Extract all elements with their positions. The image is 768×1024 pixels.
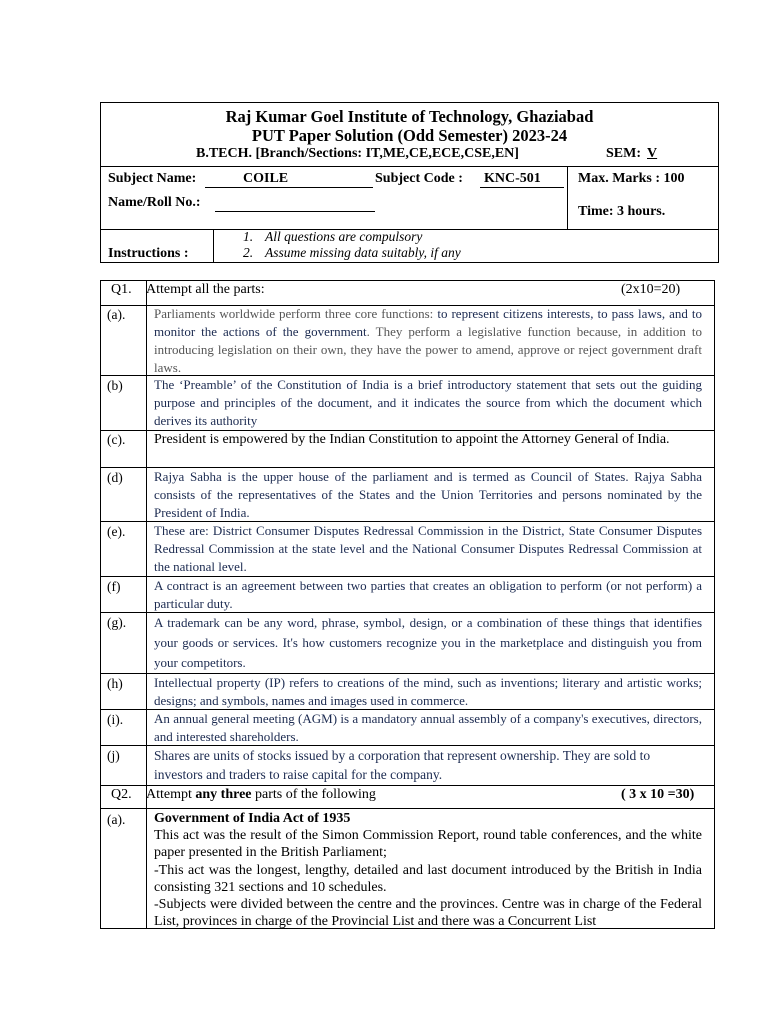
instruction-item-2: Assume missing data suitably, if any <box>265 245 461 260</box>
row-divider <box>100 808 715 809</box>
q2-prompt-pre: Attempt <box>146 787 192 802</box>
subject-name-value <box>205 171 373 188</box>
info-vertical-divider <box>567 166 568 229</box>
q1-part-g-label: (g). <box>107 615 127 630</box>
subject-code-text: KNC-501 <box>484 171 541 186</box>
instructions-vertical-divider <box>213 229 214 263</box>
q2-part-a-heading: Government of India Act of 1935 <box>154 811 351 826</box>
name-roll-label: Name/Roll No.: <box>108 195 201 210</box>
subject-code-label: Subject Code : <box>375 171 463 186</box>
q1-part-a-text-mid: to represent citizens interests, to pass laws, and to monitor the actions of the government <box>154 306 703 339</box>
q1-part-d-label: (d) <box>107 470 123 485</box>
q1-part-j-answer: Shares are units of stocks issued by a corporation that represent ownership. They are sold to investors and traders to raise capital for the company. <box>154 748 651 782</box>
time: Time: 3 hours. <box>578 204 666 219</box>
instruction-item-1: All questions are compulsory <box>265 229 423 244</box>
q1-number: Q1. <box>111 282 132 297</box>
q2-prompt-bold: any three <box>195 787 252 802</box>
subject-name-text: COILE <box>243 171 289 186</box>
q1-part-h-answer: Intellectual property (IP) refers to creations of the mind, such as inventions; literary and artistic works; designs; and symbols, names and images used in commerce. <box>154 675 702 708</box>
header-divider <box>100 166 719 167</box>
q1-prompt: Attempt all the parts: <box>146 282 265 297</box>
q1-part-c-label: (c). <box>107 432 126 447</box>
q2-prompt <box>146 787 376 803</box>
q2-part-a-line-1: This act was the result of the Simon Commission Report, round table conferences, and the white paper presented in the British Parliament; <box>154 828 702 861</box>
q1-part-g-answer: A trademark can be any word, phrase, symbol, design, or a combination of these things that identifies your goods or services. It's how customers recognize you in the marketplace and distinguish you from your competitors. <box>154 615 702 670</box>
row-divider <box>100 785 715 786</box>
q2-part-a-label: (a). <box>107 812 126 827</box>
q1-part-a-text-pre: Parliaments worldwide perform three core functions: <box>154 306 434 321</box>
q2-part-a-answer <box>154 810 702 928</box>
sem-value: V <box>647 146 658 161</box>
q1-part-i-label: (i). <box>107 712 124 727</box>
label-column-divider <box>146 280 147 929</box>
max-marks: Max. Marks : 100 <box>578 171 685 186</box>
institute-name: Raj Kumar Goel Institute of Technology, Ghaziabad <box>225 107 594 126</box>
paper-title: PUT Paper Solution (Odd Semester) 2023-24 <box>251 126 568 145</box>
instruction-number-2: 2. <box>243 245 254 260</box>
q1-part-a-label: (a). <box>107 307 126 322</box>
q1-part-f-answer: A contract is an agreement between two parties that creates an obligation to perform (or not perform) a particular duty. <box>154 578 702 611</box>
q1-part-a-answer <box>154 305 702 377</box>
instruction-number-1: 1. <box>243 229 254 244</box>
q1-part-c-answer: President is empowered by the Indian Constitution to appoint the Attorney General of India. <box>154 432 670 447</box>
q2-part-a-line-2: -This act was the longest, lengthy, detailed and last document introduced by the British in India consisting 321 sections and 10 schedules. <box>154 862 702 895</box>
q1-part-h-label: (h) <box>107 676 123 691</box>
sem-label: SEM: <box>606 146 641 161</box>
q1-part-b-answer: The ‘Preamble’ of the Constitution of India is a brief introductory statement that sets out the guiding purpose and principles of the document, and it indicates the source from which the document which derives its authority <box>154 377 702 428</box>
subject-name-label: Subject Name: <box>108 171 197 186</box>
q1-part-d-answer: Rajya Sabha is the upper house of the parliament and is termed as Council of States. Rajya Sabha consists of the representatives of the States and the Union Territories and persons nominated by the President of India. <box>154 469 702 520</box>
q1-part-a-text-post: . They perform a legislative function because, in addition to introducing legislation on their own, they have the power to amend, approve or reject government draft laws. <box>154 324 702 375</box>
q1-part-b-label: (b) <box>107 378 123 393</box>
q1-part-e-answer: These are: District Consumer Disputes Redressal Commission in the District, State Consumer Disputes Redressal Commission at the state level and the National Consumer Disputes Redressal Commission at the national level. <box>154 523 702 574</box>
q2-part-a-line-3: -Subjects were divided between the centre and the provinces. Centre was in charge of the Federal List, provinces in charge of the Provincial List and there was a Concurrent List <box>154 897 702 928</box>
q1-part-i-answer: An annual general meeting (AGM) is a mandatory annual assembly of a company's executives, directors, and interested shareholders. <box>154 711 702 744</box>
q1-part-e-label: (e). <box>107 524 126 539</box>
q2-number: Q2. <box>111 787 132 802</box>
name-roll-blank <box>215 196 375 212</box>
branch-line: B.TECH. [Branch/Sections: IT,ME,CE,ECE,CSE,EN] <box>196 146 519 161</box>
q1-marks: (2x10=20) <box>621 282 681 297</box>
q1-part-j-label: (j) <box>107 748 120 763</box>
q2-marks: ( 3 x 10 =30) <box>621 787 695 802</box>
subject-code-value <box>480 171 564 188</box>
instructions-label: Instructions : <box>108 246 189 261</box>
q1-part-f-label: (f) <box>107 579 121 594</box>
q2-prompt-post: parts of the following <box>255 787 376 802</box>
